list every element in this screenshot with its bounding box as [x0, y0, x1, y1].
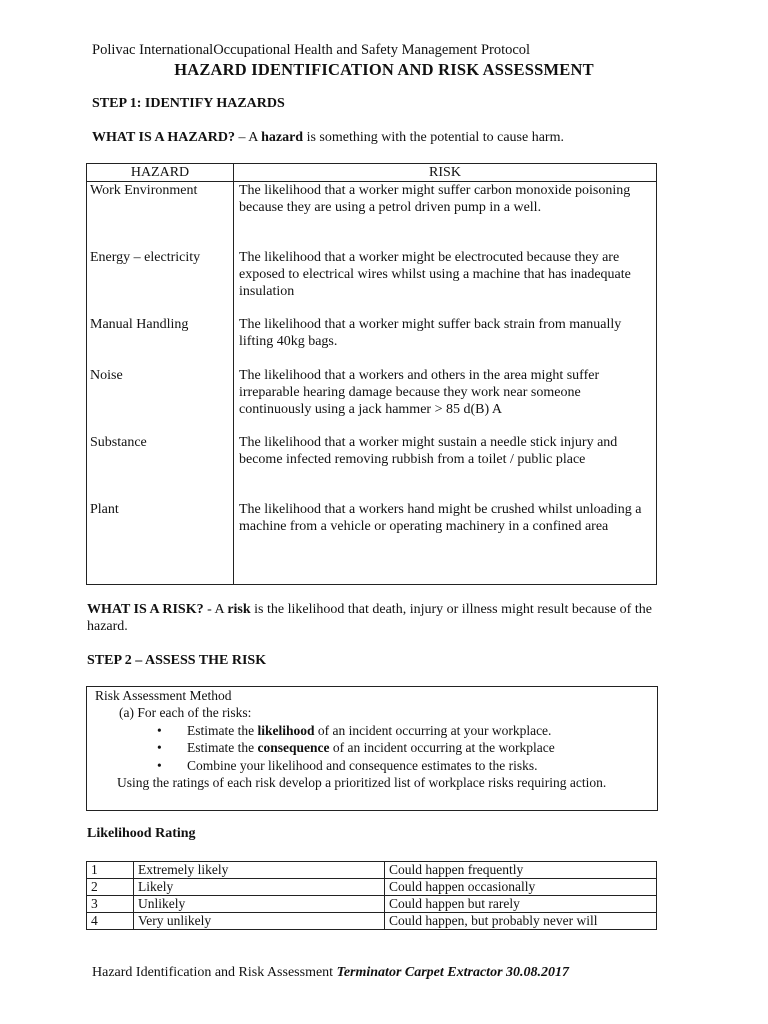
risk-cell: The likelihood that a worker might suffer carbon monoxide poisoning because they are using a petrol driven pump in a well.: [239, 183, 631, 215]
risk-definition-term: risk: [227, 602, 251, 617]
method-subitem: (a) For each of the risks:: [119, 705, 252, 720]
table-row: [87, 896, 657, 913]
risk-cell: The likelihood that a worker might be electrocuted because they are exposed to electrical wires whilst using a machine that has inadequate insulation: [239, 250, 631, 299]
table-divider: [233, 164, 234, 584]
hazard-risk-table: [86, 163, 657, 585]
document-header: Polivac InternationalOccupational Health and Safety Management Protocol: [92, 42, 531, 58]
bullet-icon: •: [157, 758, 162, 773]
step2-heading: STEP 2 – ASSESS THE RISK: [87, 653, 267, 668]
table-row: [87, 879, 657, 896]
hazard-definition-term: hazard: [261, 130, 304, 145]
rating-level: Extremely likely: [134, 862, 385, 879]
rating-number: 1: [87, 862, 134, 879]
rating-description: Could happen but rarely: [385, 896, 657, 913]
step1-heading: STEP 1: IDENTIFY HAZARDS: [92, 96, 285, 111]
hazard-cell: Substance: [90, 435, 147, 450]
hazard-definition-dash: – A: [235, 130, 262, 145]
likelihood-rating-table: [86, 861, 657, 930]
document-footer: [92, 965, 569, 981]
hazard-definition-label: WHAT IS A HAZARD?: [92, 130, 236, 145]
rating-level: Likely: [134, 879, 385, 896]
rating-number: 2: [87, 879, 134, 896]
table-row: [87, 913, 657, 930]
hazard-cell: Work Environment: [90, 183, 198, 198]
footer-text: Hazard Identification and Risk Assessment: [92, 965, 337, 980]
bullet-icon: •: [157, 740, 162, 755]
document-title: HAZARD IDENTIFICATION AND RISK ASSESSMENT: [174, 60, 594, 79]
likelihood-rating-heading: Likelihood Rating: [87, 826, 196, 841]
hazard-definition: [92, 130, 564, 146]
hazard-definition-text: is something with the potential to cause harm.: [303, 130, 564, 145]
risk-cell: The likelihood that a worker might suffer back strain from manually lifting 40kg bags.: [239, 317, 622, 349]
column-header-hazard: HAZARD: [130, 165, 190, 180]
table-row: [87, 862, 657, 879]
hazard-cell: Noise: [90, 368, 123, 383]
footer-emphasis: Terminator Carpet Extractor 30.08.2017: [336, 965, 570, 980]
risk-cell: The likelihood that a workers and others in the area might suffer irreparable hearing damage because they work near someone continuously using a jack hammer > 85 d(B) A: [239, 368, 600, 417]
risk-definition: [87, 601, 667, 635]
rating-description: Could happen, but probably never will: [385, 913, 657, 930]
risk-cell: The likelihood that a worker might sustain a needle stick injury and become infected removing rubbish from a toilet / public place: [239, 435, 618, 467]
rating-level: Very unlikely: [134, 913, 385, 930]
risk-cell: The likelihood that a workers hand might be crushed whilst unloading a machine from a vehicle or operating machinery in a confined area: [239, 502, 642, 534]
hazard-cell: Energy – electricity: [90, 250, 201, 265]
risk-assessment-method-box: Risk Assessment Method (a) For each of the risks: • Estimate the likelihood of an incident occurring at your workplace. • Estimate the consequence of an incident occurring at the workplace • Combine your likelihood and consequence estimates to the risks. Using the ratings of each risk develop a prioritized list of workplace risks requiring action.: [86, 686, 658, 811]
risk-definition-dash: - A: [203, 602, 228, 617]
method-footer: Using the ratings of each risk develop a prioritized list of workplace risks requiring action.: [117, 775, 607, 790]
rating-number: 4: [87, 913, 134, 930]
risk-definition-text: is the likelihood that death, injury or illness might result because of the hazard.: [87, 602, 652, 634]
rating-description: Could happen occasionally: [385, 879, 657, 896]
risk-definition-label: WHAT IS A RISK?: [87, 602, 204, 617]
rating-description: Could happen frequently: [385, 862, 657, 879]
method-title: Risk Assessment Method: [95, 688, 232, 703]
column-header-risk: RISK: [429, 165, 461, 180]
hazard-cell: Plant: [90, 502, 119, 517]
rating-level: Unlikely: [134, 896, 385, 913]
rating-number: 3: [87, 896, 134, 913]
hazard-cell: Manual Handling: [90, 317, 189, 332]
bullet-icon: •: [157, 723, 162, 738]
